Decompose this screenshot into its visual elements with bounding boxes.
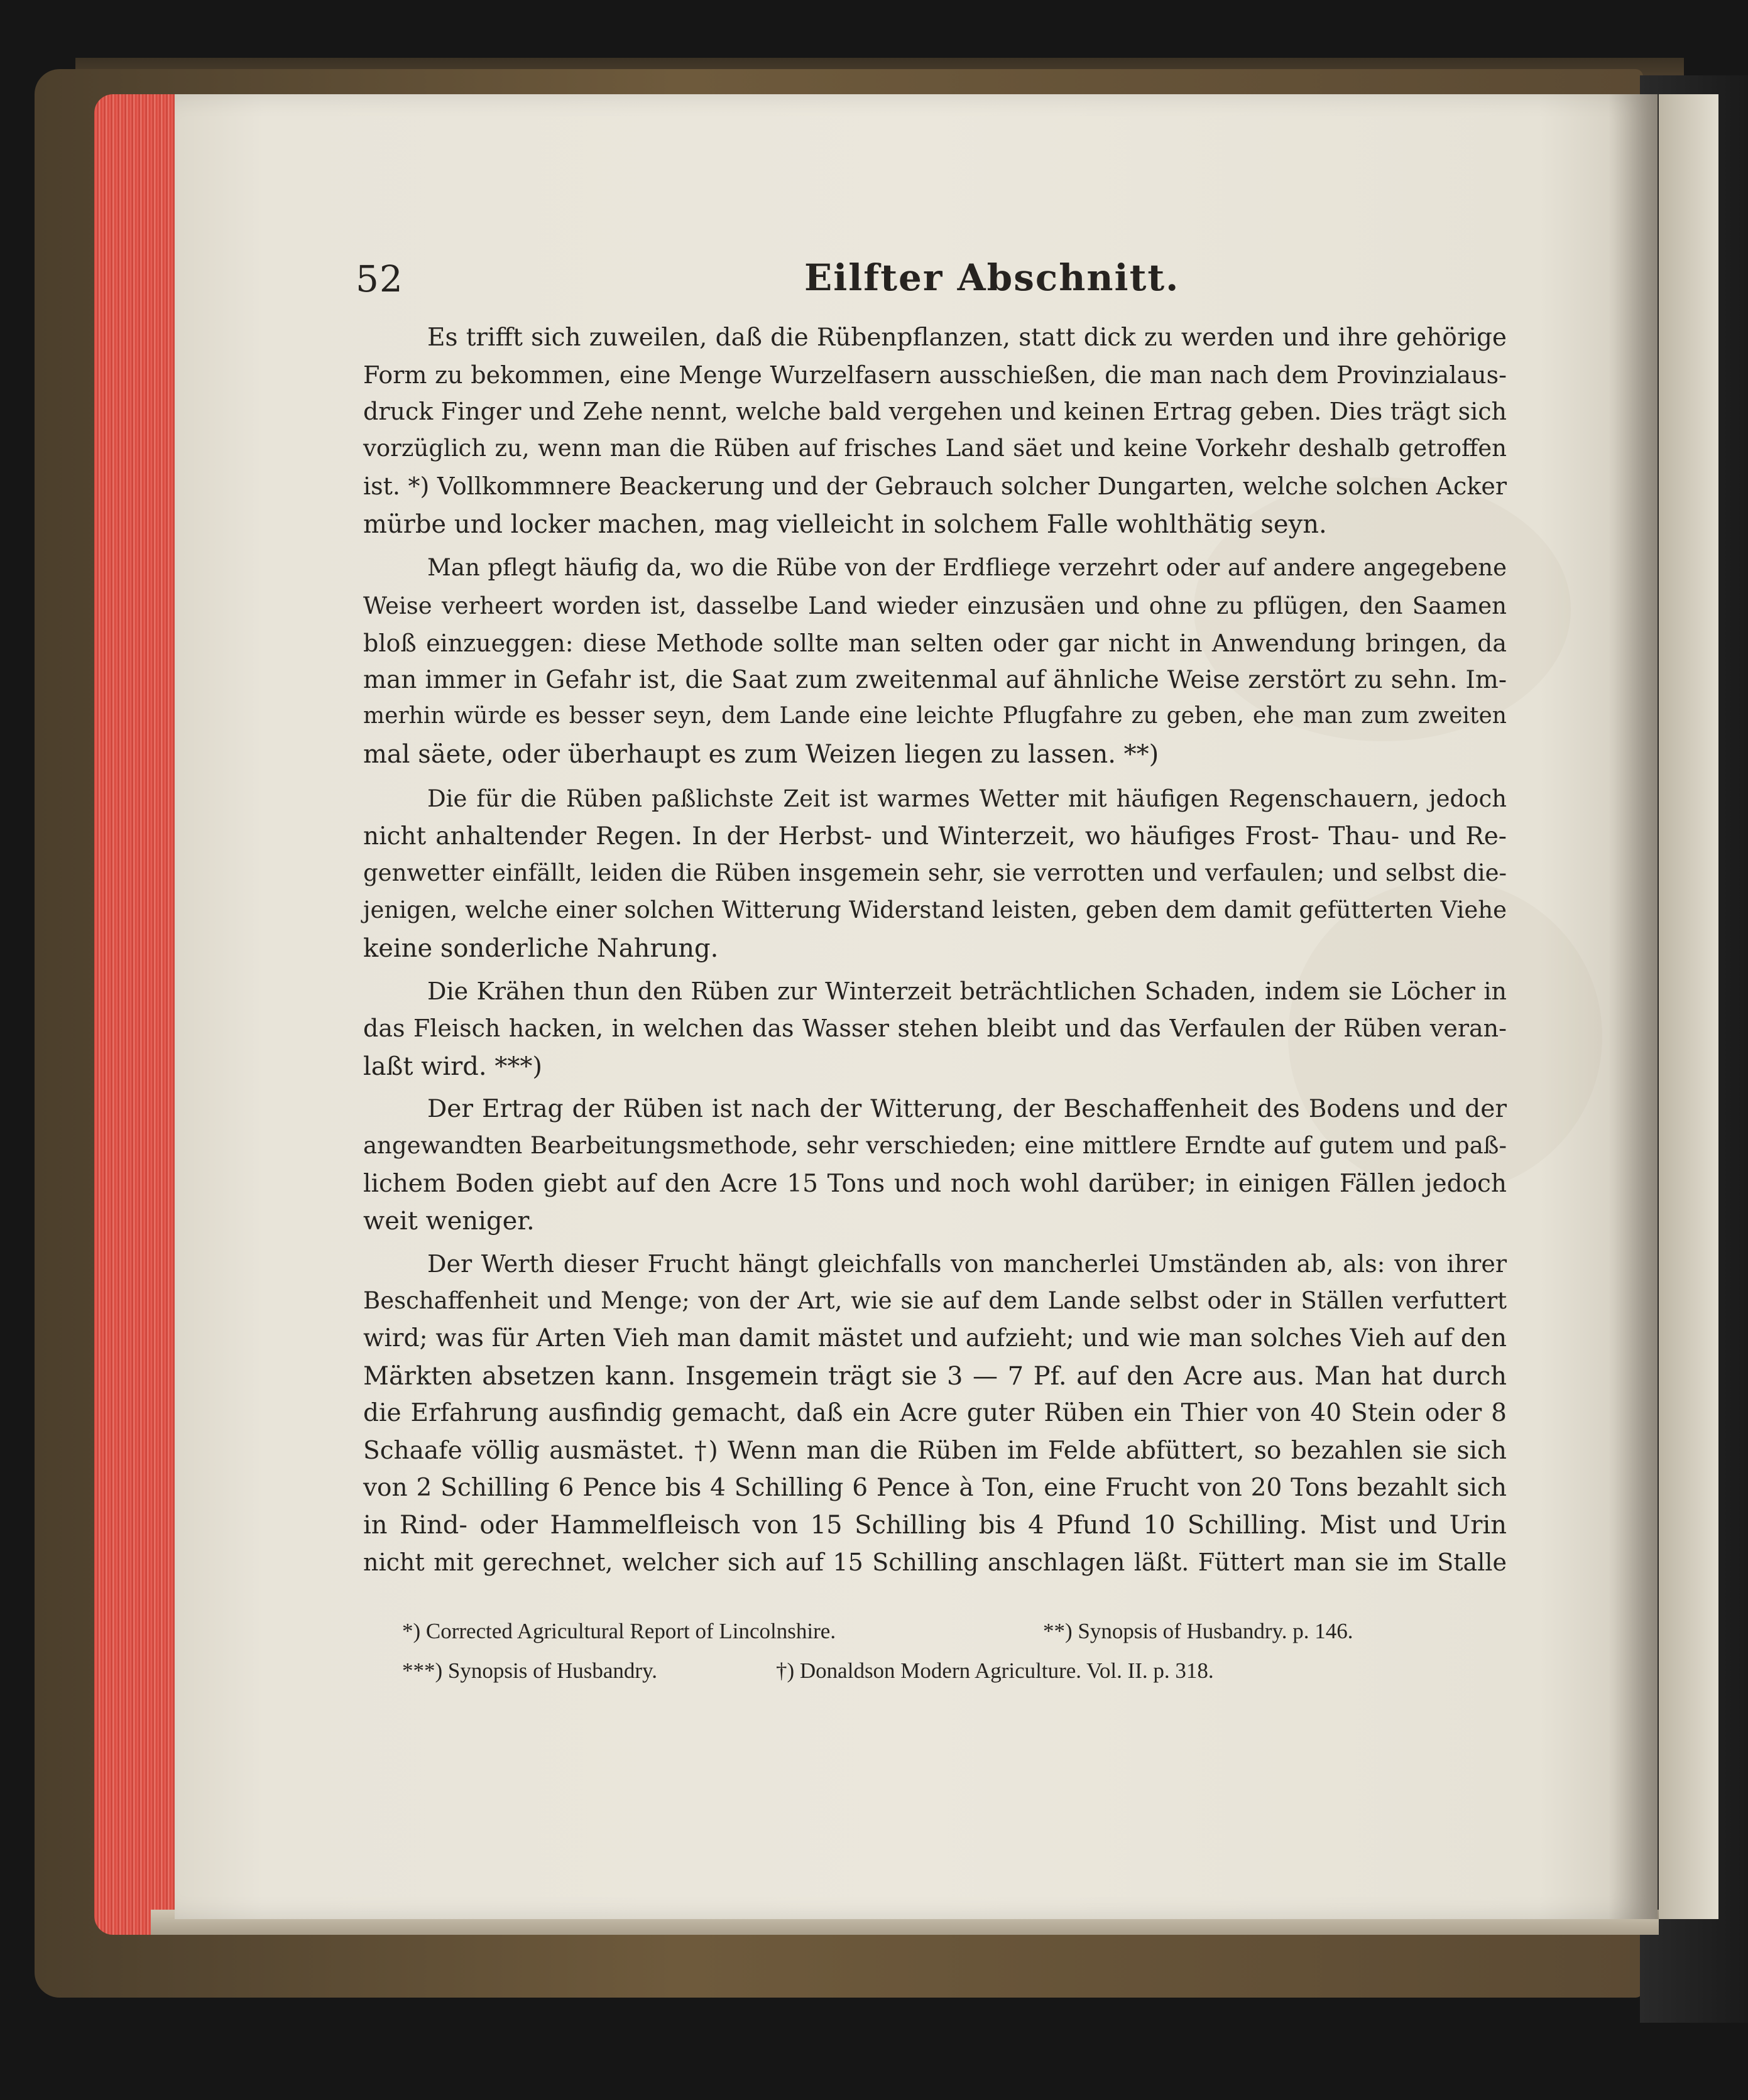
- text-line: Märkten absetzen kann. Insgemein trägt sie 3 — 7 Pf. auf den Acre aus. Man hat durch: [363, 1362, 1507, 1391]
- text-line: das Fleisch hacken, in welchen das Wasser stehen bleibt und das Verfaulen der Rüben veran-: [363, 1015, 1507, 1042]
- text-line: Der Ertrag der Rüben ist nach der Witterung, der Beschaffenheit des Bodens und der: [427, 1095, 1507, 1123]
- text-line: weit weniger.: [363, 1207, 535, 1236]
- text-line: Es trifft sich zuweilen, daß die Rübenpflanzen, statt dick zu werden und ihre gehörige: [427, 324, 1507, 352]
- page-number: 52: [356, 258, 403, 300]
- text-line: man immer in Gefahr ist, die Saat zum zweitenmal auf ähnliche Weise zerstört zu sehn. Im-: [363, 666, 1507, 694]
- text-line: keine sonderliche Nahrung.: [363, 934, 719, 963]
- text-line: ist. *) Vollkommnere Beackerung und der Gebrauch solcher Dungarten, welche solchen Acker: [363, 472, 1507, 500]
- text-line: nicht mit gerechnet, welcher sich auf 15 Schilling anschlagen läßt. Füttert man sie im Stalle: [363, 1548, 1507, 1576]
- text-line: Die für die Rüben paßlichste Zeit ist warmes Wetter mit häufigen Regenschauern, jedoch: [427, 785, 1507, 812]
- running-head: Eilfter Abschnitt.: [804, 256, 1180, 299]
- text-line: von 2 Schilling 6 Pence bis 4 Schilling 6 Pence à Ton, eine Frucht von 20 Tons bezahlt sich: [363, 1474, 1507, 1502]
- text-line: bloß einzueggen: diese Methode sollte man selten oder gar nicht in Anwendung bringen, da: [363, 629, 1507, 657]
- text-line: Beschaffenheit und Menge; von der Art, wie sie auf dem Lande selbst oder in Ställen verfuttert: [363, 1287, 1507, 1314]
- text-line: Man pflegt häufig da, wo die Rübe von der Erdfliege verzehrt oder auf andere angegebene: [427, 554, 1507, 581]
- text-line: die Erfahrung ausfindig gemacht, daß ein Acre guter Rüben ein Thier von 40 Stein oder 8: [363, 1399, 1507, 1427]
- text-line: in Rind- oder Hammelfleisch von 15 Schilling bis 4 Pfund 10 Schilling. Mist und Urin: [363, 1511, 1507, 1540]
- text-line: merhin würde es besser seyn, dem Lande eine leichte Pflugfahre zu geben, ehe man zum zweiten: [363, 703, 1507, 729]
- text-line: Form zu bekommen, eine Menge Wurzelfasern ausschießen, die man nach dem Provinzialaus-: [363, 361, 1507, 389]
- text-line: nicht anhaltender Regen. In der Herbst- und Winterzeit, wo häufiges Frost- Thau- und Re-: [363, 822, 1507, 851]
- text-line: wird; was für Arten Vieh man damit mästet und aufzieht; und wie man solches Vieh auf den: [363, 1324, 1507, 1352]
- text-line: angewandten Bearbeitungsmethode, sehr verschieden; eine mittlere Erndte auf gutem und paß-: [363, 1132, 1507, 1159]
- text-line: Schaafe völlig ausmästet. †) Wenn man die Rüben im Felde abfüttert, so bezahlen sie sich: [363, 1437, 1507, 1465]
- text-line: laßt wird. ***): [363, 1052, 542, 1081]
- footnote: **) Synopsis of Husbandry. p. 146.: [1043, 1619, 1353, 1643]
- text-line: jenigen, welche einer solchen Witterung Widerstand leisten, geben dem damit gefütterten Viehe: [363, 896, 1507, 923]
- text-line: druck Finger und Zehe nennt, welche bald vergehen und keinen Ertrag geben. Dies trägt sich: [363, 398, 1507, 425]
- text-line: Der Werth dieser Frucht hängt gleichfalls von mancherlei Umständen ab, als: von ihrer: [427, 1250, 1507, 1278]
- text-line: genwetter einfällt, leiden die Rüben insgemein sehr, sie verrotten und verfaulen; und selbst die-: [363, 859, 1507, 886]
- text-line: mal säete, oder überhaupt es zum Weizen liegen zu lassen. **): [363, 740, 1159, 769]
- text-line: vorzüglich zu, wenn man die Rüben auf frisches Land säet und keine Vorkehr deshalb getroffen: [363, 435, 1507, 462]
- text-line: Weise verheert worden ist, dasselbe Land wieder einzusäen und ohne zu pflügen, den Saamen: [363, 592, 1507, 619]
- footnote: †) Donaldson Modern Agriculture. Vol. II. p. 318.: [776, 1658, 1214, 1683]
- footnote: *) Corrected Agricultural Report of Lincolnshire.: [402, 1619, 836, 1643]
- text-line: mürbe und locker machen, mag vielleicht in solchem Falle wohlthätig seyn.: [363, 510, 1327, 539]
- text-line: lichem Boden giebt auf den Acre 15 Tons und noch wohl darüber; in einigen Fällen jedoch: [363, 1170, 1507, 1198]
- footnote: ***) Synopsis of Husbandry.: [402, 1658, 658, 1683]
- text-line: Die Krähen thun den Rüben zur Winterzeit beträchtlichen Schaden, indem sie Löcher in: [427, 977, 1507, 1005]
